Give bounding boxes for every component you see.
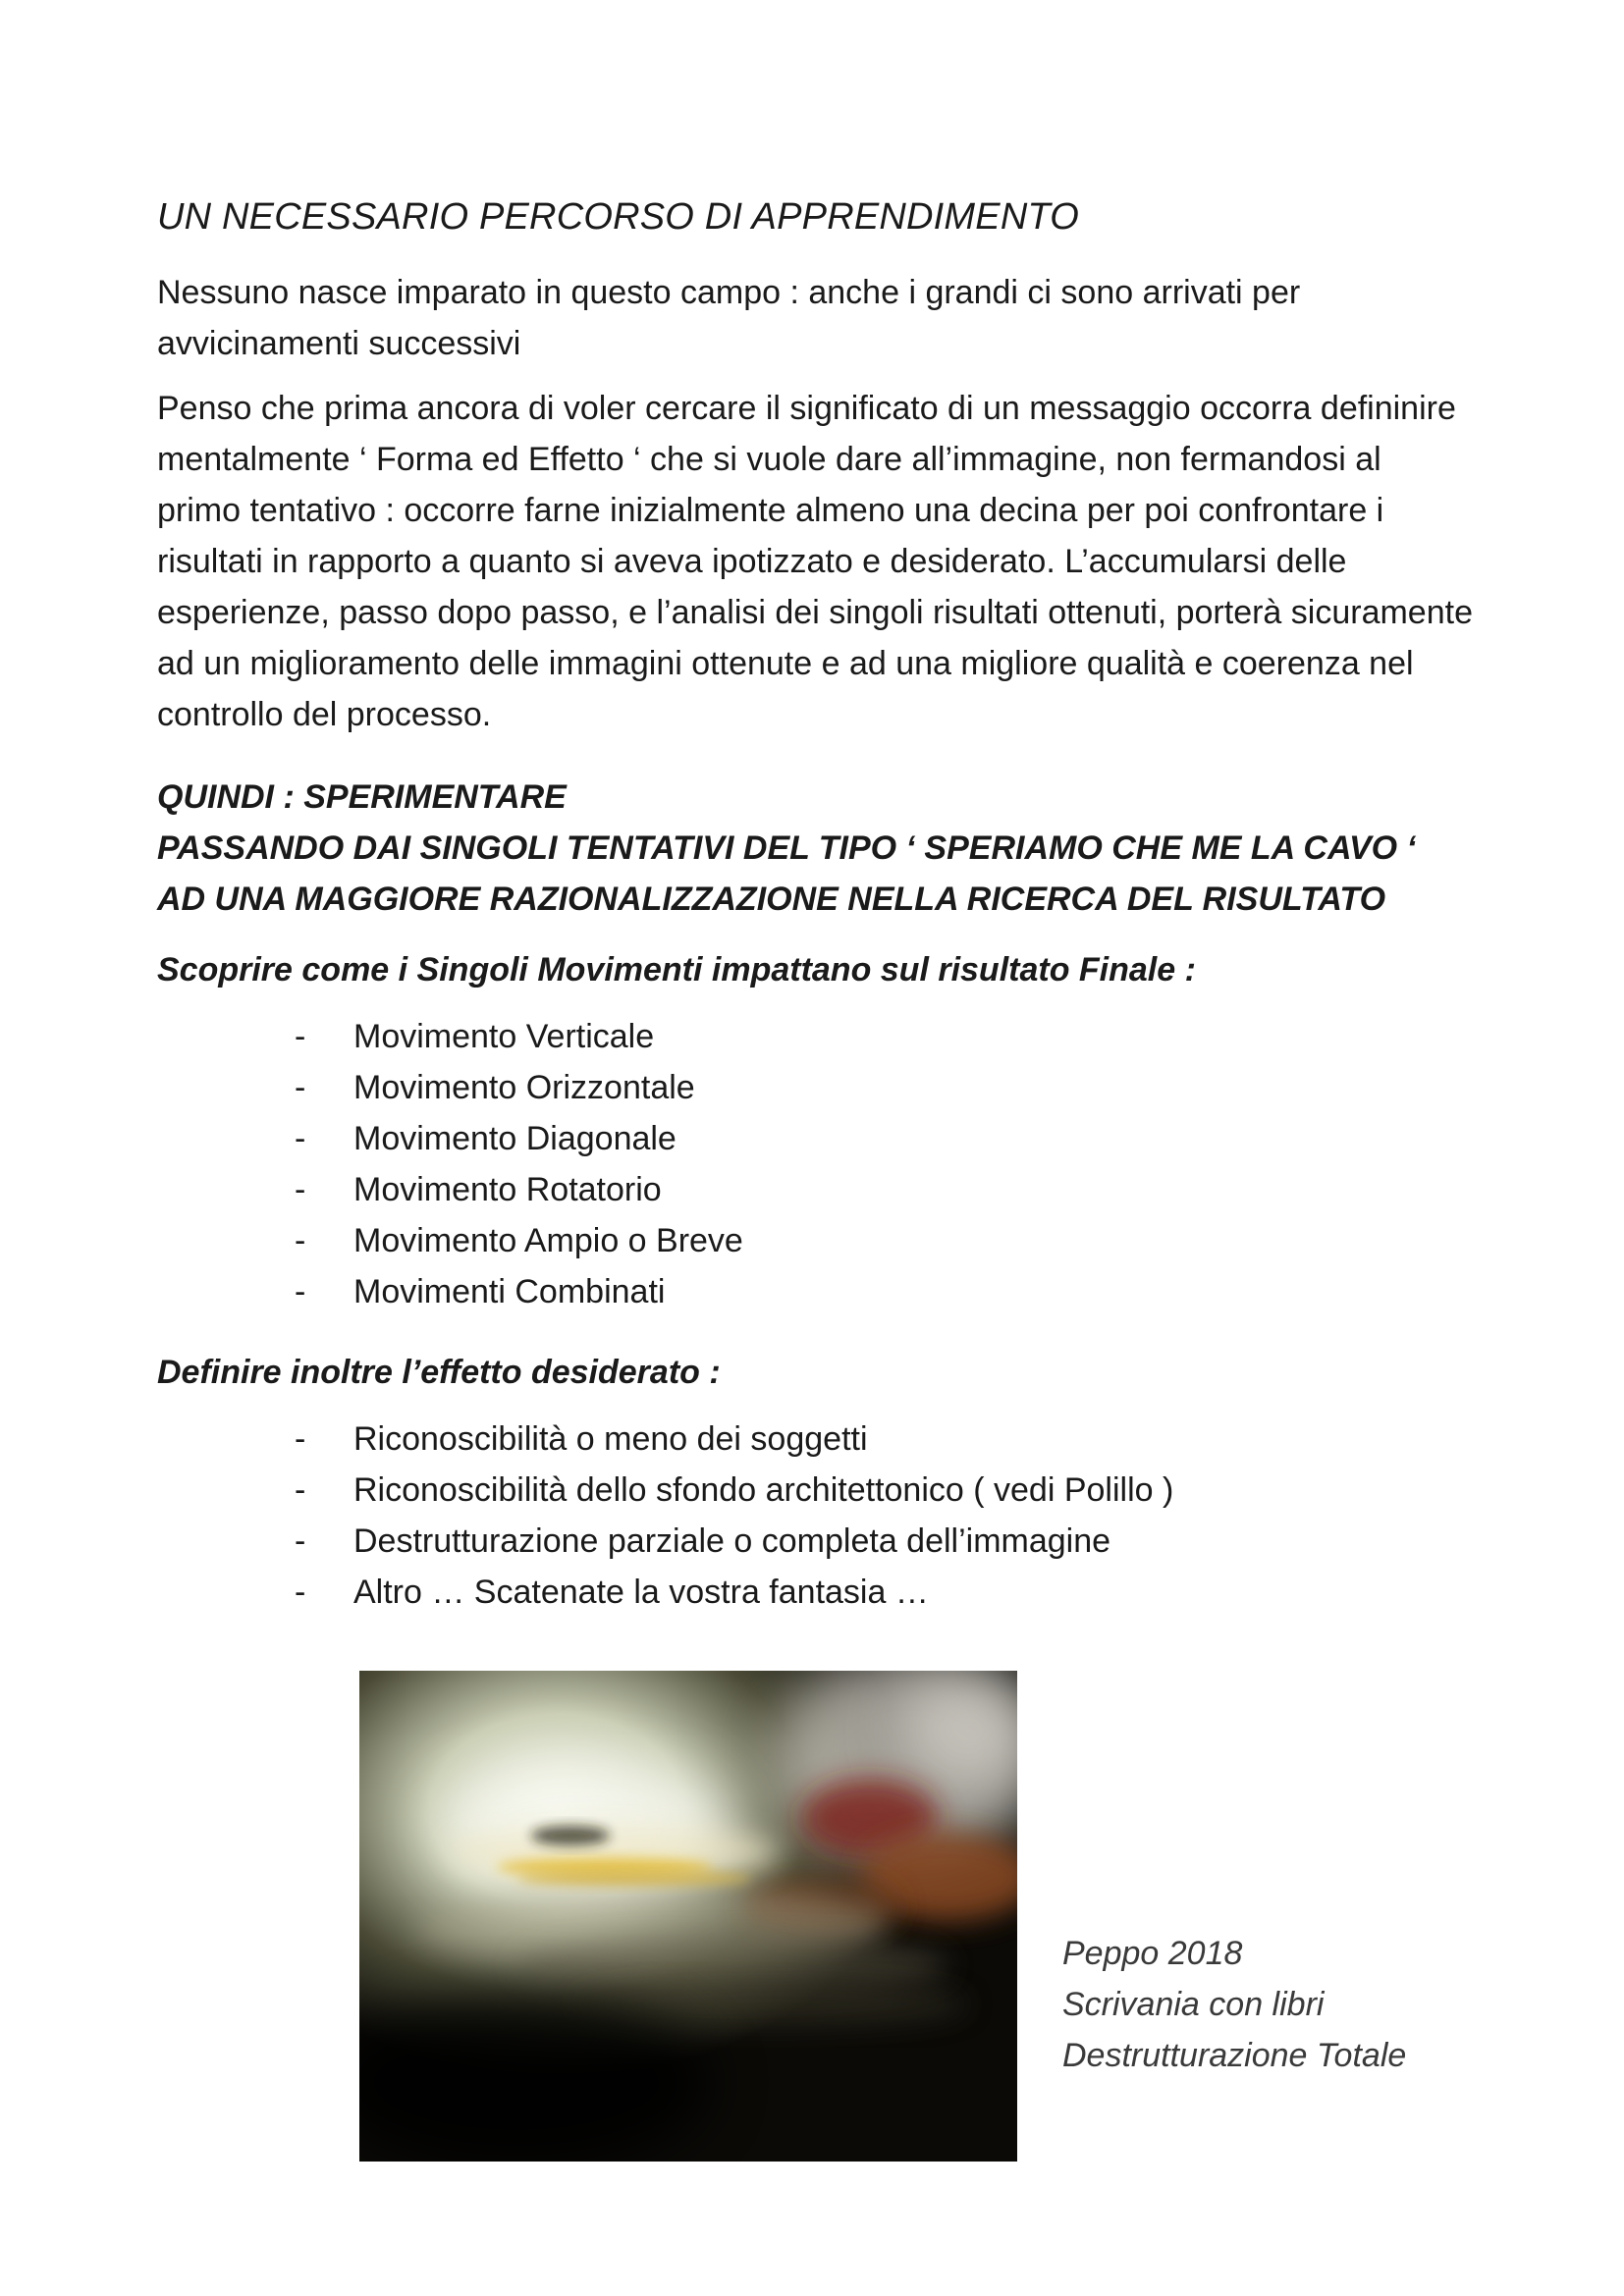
list-item-text: Movimento Ampio o Breve [353,1222,743,1259]
list-item-text: Movimento Verticale [353,1018,655,1055]
caption-subtitle: Destrutturazione Totale [1062,2037,1407,2074]
emphasis-line: QUINDI : SPERIMENTARE [157,778,567,816]
body-paragraph: Penso che prima ancora di voler cercare il significato di un messaggio occorra defininire mentalmente ‘ Forma ed Effetto ‘ che si vuole dare all’immagine, non fermandosi al primo tentativo : occorre farne inizialmente almeno una decina per poi confrontare i risultati in rapporto a quanto si aveva ipotizzato e desiderato. L’accumularsi delle esperienze, passo dopo passo, e l’analisi dei singoli risultati ottenuti, porterà sicuramente ad un miglioramento delle immagini ottenute e ad una migliore qualità e coerenza nel controllo del processo. [157,390,1473,733]
list-item-text: Movimento Diagonale [353,1120,677,1157]
movements-list [295,1011,743,1317]
emphasis-line: AD UNA MAGGIORE RAZIONALIZZAZIONE NELLA RICERCA DEL RISULTATO [157,881,1386,918]
bullet-dash: - [295,1120,306,1157]
list-item-text: Movimento Orizzontale [353,1069,695,1106]
intro-paragraph: Nessuno nasce imparato in questo campo : anche i grandi ci sono arrivati per avvicinamenti successivi [157,274,1301,362]
list-item [295,1414,1173,1465]
bullet-dash: - [295,1222,306,1259]
blurred-desk-photo [359,1671,1017,2162]
effects-list [295,1414,1173,1618]
list-item-text: Altro … Scatenate la vostra fantasia … [353,1574,929,1611]
movements-heading: Scoprire come i Singoli Movimenti impattano sul risultato Finale : [157,951,1196,988]
bullet-dash: - [295,1171,306,1208]
list-item [295,1266,743,1317]
list-item-text: Destrutturazione parziale o completa dell’immagine [353,1522,1111,1560]
list-item [295,1465,1173,1516]
list-item-text: Movimento Rotatorio [353,1171,662,1208]
list-item [295,1011,743,1062]
list-item-text: Riconoscibilità dello sfondo architettonico ( vedi Polillo ) [353,1471,1174,1509]
bullet-dash: - [295,1574,306,1611]
caption-author-year: Peppo 2018 [1062,1935,1243,1972]
list-item [295,1113,743,1164]
photo-caption [1062,1928,1406,2081]
list-item-text: Riconoscibilità o meno dei soggetti [353,1420,868,1458]
bullet-dash: - [295,1420,306,1458]
bullet-dash: - [295,1273,306,1310]
bullet-dash: - [295,1522,306,1560]
bullet-dash: - [295,1018,306,1055]
emphasis-block [157,772,1416,925]
effects-heading: Definire inoltre l’effetto desiderato : [157,1354,721,1391]
list-item-text: Movimenti Combinati [353,1273,666,1310]
list-item [295,1516,1173,1567]
list-item [295,1062,743,1113]
list-item [295,1567,1173,1618]
bullet-dash: - [295,1069,306,1106]
emphasis-line: PASSANDO DAI SINGOLI TENTATIVI DEL TIPO ‘ SPERIAMO CHE ME LA CAVO ‘ [157,829,1417,867]
page-title: UN NECESSARIO PERCORSO DI APPRENDIMENTO [157,196,1079,238]
bullet-dash: - [295,1471,306,1509]
list-item [295,1164,743,1215]
caption-title: Scrivania con libri [1062,1986,1325,2023]
list-item [295,1215,743,1266]
photo-artwork [359,1671,1017,2162]
